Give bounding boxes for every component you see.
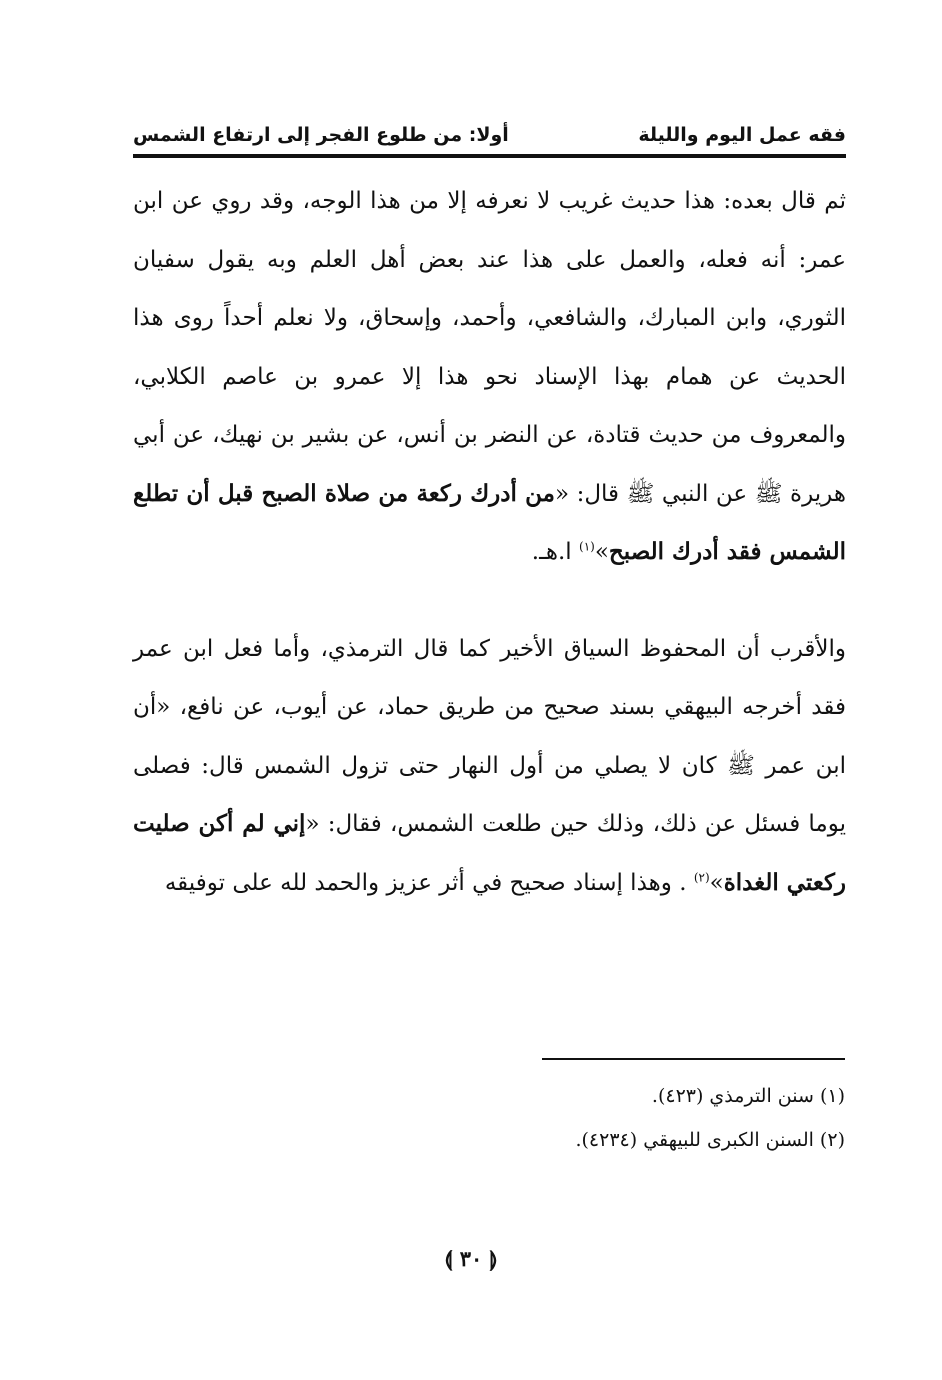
running-header: [133, 118, 846, 158]
main-text: [133, 172, 846, 912]
paragraph-1: [133, 172, 846, 582]
footnote-1: (١) سنن الترمذي (٤٢٣).: [651, 1085, 845, 1107]
hadith-quote-2: إني لم أكن صليت ركعتي الغداة: [133, 810, 846, 896]
paragraph-2-text: والأقرب أن المحفوظ السياق الأخير كما قال الترمذي، وأما فعل ابن عمر فقد أخرجه البيهقي بسند صحيح من طريق حماد، عن أيوب، عن نافع، «أن ابن عمر ﷺ كان لا يصلي من أول النهار حتى تزول الشمس قال: فصلى يوما فسئل عن ذلك، وذلك حين طلعت الشمس، فقال: «: [133, 635, 846, 837]
ornament-right-icon: ⟭: [489, 1246, 498, 1271]
footnote-ref-2: (٢): [693, 869, 710, 884]
quote-close-1: »: [594, 539, 609, 565]
footnote-ref-1: (١): [579, 539, 595, 554]
paragraph-2-ending: . وهذا إسناد صحيح في أثر عزيز والحمد لله على توفيقه: [164, 869, 694, 896]
paragraph-1-ending: ا.هـ.: [531, 539, 579, 565]
hadith-quote-1: من أدرك ركعة من صلاة الصبح قبل أن تطلع الشمس فقد أدرك الصبح: [133, 479, 846, 565]
footnotes: [400, 1074, 845, 1162]
quote-close-2: »: [709, 869, 724, 896]
section-title: أولا: من طلوع الفجر إلى ارتفاع الشمس: [133, 124, 509, 146]
footnote-2: (٢) السنن الكبرى للبيهقي (٤٢٣٤).: [575, 1129, 845, 1151]
footnote-separator: [542, 1058, 845, 1060]
paragraph-2: [133, 620, 846, 913]
page-number: [421, 1246, 521, 1272]
header-rule: [133, 154, 846, 158]
page-number-value: ٣٠: [459, 1246, 483, 1271]
paragraph-1-text: ثم قال بعده: هذا حديث غريب لا نعرفه إلا من هذا الوجه، وقد روي عن ابن عمر: أنه فعله، والعمل على هذا عند بعض أهل العلم وبه يقول سفيان الثوري، وابن المبارك، والشافعي، وأحمد، وإسحاق، ولا نعلم أحداً روى هذا الحديث عن همام بهذا الإسناد نحو هذا إلا عمرو بن عاصم الكلابي، والمعروف من حديث قتادة، عن النضر بن أنس، عن بشير بن نهيك، عن أبي هريرة ﷺ عن النبي ﷺ قال: «: [133, 188, 846, 507]
book-title: فقه عمل اليوم والليلة: [638, 124, 846, 146]
ornament-left-icon: ⟬: [444, 1246, 453, 1271]
